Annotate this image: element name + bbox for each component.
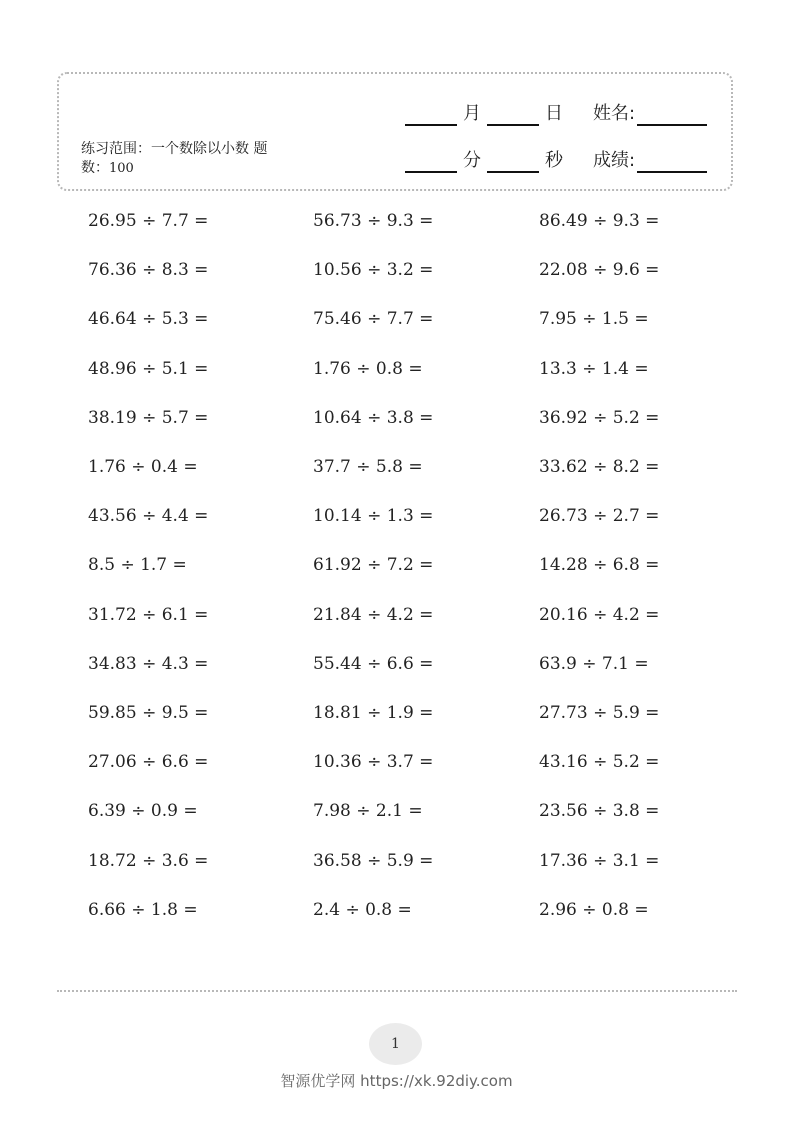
- month-label: 月: [463, 103, 481, 124]
- problem-item: 18.81 ÷ 1.9 =: [313, 703, 434, 723]
- problem-item: 33.62 ÷ 8.2 =: [539, 457, 660, 477]
- time-score-row: [405, 143, 707, 173]
- problem-item: 56.73 ÷ 9.3 =: [313, 211, 434, 231]
- problem-item: 18.72 ÷ 3.6 =: [88, 851, 209, 871]
- problem-item: 1.76 ÷ 0.4 =: [88, 457, 198, 477]
- name-label: 姓名:: [593, 103, 636, 124]
- problem-item: 17.36 ÷ 3.1 =: [539, 851, 660, 871]
- second-label: 秒: [545, 150, 563, 171]
- footer-watermark: 智源优学网 https://xk.92diy.com: [280, 1072, 513, 1090]
- problem-item: 43.16 ÷ 5.2 =: [539, 752, 660, 772]
- problem-item: 36.92 ÷ 5.2 =: [539, 408, 660, 428]
- problem-item: 27.06 ÷ 6.6 =: [88, 752, 209, 772]
- problem-item: 76.36 ÷ 8.3 =: [88, 260, 209, 280]
- score-label: 成绩:: [593, 150, 636, 171]
- question-count-value: 100: [109, 161, 134, 176]
- problem-item: 61.92 ÷ 7.2 =: [313, 555, 434, 575]
- minute-blank[interactable]: [405, 147, 457, 173]
- page-number-badge: [369, 1023, 422, 1065]
- problem-item: 2.96 ÷ 0.8 =: [539, 900, 649, 920]
- problem-item: 26.95 ÷ 7.7 =: [88, 211, 209, 231]
- bottom-divider: [57, 990, 737, 992]
- problem-item: 7.95 ÷ 1.5 =: [539, 309, 649, 329]
- problem-item: 23.56 ÷ 3.8 =: [539, 801, 660, 821]
- problem-item: 20.16 ÷ 4.2 =: [539, 605, 660, 625]
- day-label: 日: [545, 103, 563, 124]
- problem-item: 59.85 ÷ 9.5 =: [88, 703, 209, 723]
- day-blank[interactable]: [487, 100, 539, 126]
- practice-range-label: 练习范围：一个数除以小数 题: [81, 141, 268, 157]
- problem-item: 31.72 ÷ 6.1 =: [88, 605, 209, 625]
- problem-item: 34.83 ÷ 4.3 =: [88, 654, 209, 674]
- problem-item: 48.96 ÷ 5.1 =: [88, 359, 209, 379]
- problem-item: 13.3 ÷ 1.4 =: [539, 359, 649, 379]
- problem-item: 63.9 ÷ 7.1 =: [539, 654, 649, 674]
- problem-item: 6.39 ÷ 0.9 =: [88, 801, 198, 821]
- problem-item: 10.36 ÷ 3.7 =: [313, 752, 434, 772]
- problem-item: 86.49 ÷ 9.3 =: [539, 211, 660, 231]
- minute-label: 分: [463, 150, 481, 171]
- problem-item: 37.7 ÷ 5.8 =: [313, 457, 423, 477]
- problem-item: 8.5 ÷ 1.7 =: [88, 555, 187, 575]
- problem-item: 1.76 ÷ 0.8 =: [313, 359, 423, 379]
- problem-item: 22.08 ÷ 9.6 =: [539, 260, 660, 280]
- practice-range: [81, 140, 321, 178]
- problem-item: 26.73 ÷ 2.7 =: [539, 506, 660, 526]
- problem-item: 46.64 ÷ 5.3 =: [88, 309, 209, 329]
- problem-item: 10.14 ÷ 1.3 =: [313, 506, 434, 526]
- problem-item: 36.58 ÷ 5.9 =: [313, 851, 434, 871]
- question-count-label: 数：: [81, 160, 109, 176]
- score-blank[interactable]: [637, 147, 707, 173]
- problem-item: 10.56 ÷ 3.2 =: [313, 260, 434, 280]
- problem-item: 55.44 ÷ 6.6 =: [313, 654, 434, 674]
- problem-item: 43.56 ÷ 4.4 =: [88, 506, 209, 526]
- page-number: 1: [391, 1036, 400, 1052]
- problem-item: 21.84 ÷ 4.2 =: [313, 605, 434, 625]
- problem-item: 75.46 ÷ 7.7 =: [313, 309, 434, 329]
- name-blank[interactable]: [637, 100, 707, 126]
- problem-item: 10.64 ÷ 3.8 =: [313, 408, 434, 428]
- date-name-row: [405, 96, 707, 126]
- problem-item: 38.19 ÷ 5.7 =: [88, 408, 209, 428]
- problem-item: 27.73 ÷ 5.9 =: [539, 703, 660, 723]
- month-blank[interactable]: [405, 100, 457, 126]
- problem-item: 6.66 ÷ 1.8 =: [88, 900, 198, 920]
- header-box: [57, 72, 733, 191]
- problem-item: 7.98 ÷ 2.1 =: [313, 801, 423, 821]
- problem-item: 2.4 ÷ 0.8 =: [313, 900, 412, 920]
- second-blank[interactable]: [487, 147, 539, 173]
- problem-item: 14.28 ÷ 6.8 =: [539, 555, 660, 575]
